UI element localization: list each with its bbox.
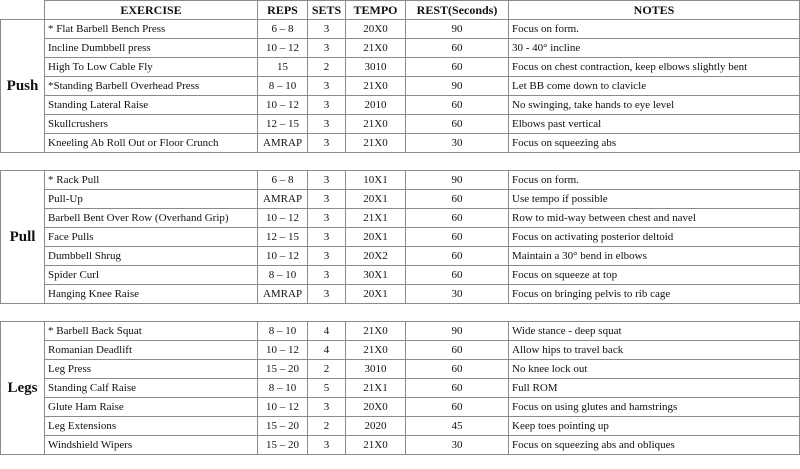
- table-row: [1, 285, 800, 304]
- table-body: [1, 20, 800, 455]
- rest-cell: 60: [406, 379, 509, 398]
- sets-cell: 3: [308, 20, 346, 39]
- rest-cell: 90: [406, 77, 509, 96]
- exercise-cell: Spider Curl: [45, 266, 258, 285]
- exercise-cell: Romanian Deadlift: [45, 341, 258, 360]
- table-row: [1, 115, 800, 134]
- tempo-cell: 20X1: [346, 190, 406, 209]
- rest-cell: 60: [406, 266, 509, 285]
- rest-cell: 30: [406, 436, 509, 455]
- table-row: [1, 228, 800, 247]
- exercise-cell: Kneeling Ab Roll Out or Floor Crunch: [45, 134, 258, 153]
- notes-cell: Focus on squeeze at top: [509, 266, 800, 285]
- table-row: [1, 209, 800, 228]
- notes-cell: Allow hips to travel back: [509, 341, 800, 360]
- group-label-legs: Legs: [1, 322, 45, 455]
- group-label-pull: Pull: [1, 171, 45, 304]
- table-row: [1, 379, 800, 398]
- exercise-cell: High To Low Cable Fly: [45, 58, 258, 77]
- rest-cell: 90: [406, 20, 509, 39]
- rest-cell: 60: [406, 341, 509, 360]
- rest-cell: 45: [406, 417, 509, 436]
- tempo-cell: 30X1: [346, 266, 406, 285]
- sets-cell: 3: [308, 209, 346, 228]
- sets-cell: 3: [308, 247, 346, 266]
- rest-cell: 60: [406, 209, 509, 228]
- exercise-cell: Face Pulls: [45, 228, 258, 247]
- sets-cell: 2: [308, 417, 346, 436]
- sets-cell: 3: [308, 228, 346, 247]
- rest-cell: 30: [406, 285, 509, 304]
- tempo-cell: 20X1: [346, 228, 406, 247]
- notes-cell: Use tempo if possible: [509, 190, 800, 209]
- notes-cell: 30 - 40° incline: [509, 39, 800, 58]
- reps-cell: AMRAP: [258, 285, 308, 304]
- table-row: [1, 20, 800, 39]
- reps-cell: AMRAP: [258, 134, 308, 153]
- sets-cell: 2: [308, 58, 346, 77]
- tempo-cell: 10X1: [346, 171, 406, 190]
- group-spacer: [1, 304, 800, 322]
- sets-cell: 4: [308, 322, 346, 341]
- sets-cell: 3: [308, 190, 346, 209]
- header-notes: NOTES: [509, 1, 800, 20]
- reps-cell: 8 – 10: [258, 322, 308, 341]
- spacer-cell: [1, 304, 800, 322]
- reps-cell: 10 – 12: [258, 398, 308, 417]
- rest-cell: 60: [406, 360, 509, 379]
- reps-cell: 10 – 12: [258, 247, 308, 266]
- rest-cell: 90: [406, 171, 509, 190]
- sets-cell: 3: [308, 96, 346, 115]
- table-row: [1, 39, 800, 58]
- notes-cell: Focus on form.: [509, 20, 800, 39]
- reps-cell: 6 – 8: [258, 171, 308, 190]
- table-row: [1, 171, 800, 190]
- tempo-cell: 21X0: [346, 115, 406, 134]
- notes-cell: Row to mid-way between chest and navel: [509, 209, 800, 228]
- sets-cell: 3: [308, 77, 346, 96]
- tempo-cell: 21X1: [346, 209, 406, 228]
- notes-cell: Full ROM: [509, 379, 800, 398]
- rest-cell: 60: [406, 96, 509, 115]
- reps-cell: 15 – 20: [258, 436, 308, 455]
- sets-cell: 4: [308, 341, 346, 360]
- spacer-cell: [1, 153, 800, 171]
- exercise-cell: * Flat Barbell Bench Press: [45, 20, 258, 39]
- table-row: [1, 96, 800, 115]
- tempo-cell: 20X0: [346, 20, 406, 39]
- rest-cell: 60: [406, 58, 509, 77]
- sets-cell: 3: [308, 115, 346, 134]
- tempo-cell: 21X0: [346, 77, 406, 96]
- table-row: [1, 398, 800, 417]
- notes-cell: No swinging, take hands to eye level: [509, 96, 800, 115]
- notes-cell: Focus on activating posterior deltoid: [509, 228, 800, 247]
- rest-cell: 90: [406, 322, 509, 341]
- notes-cell: Focus on squeezing abs: [509, 134, 800, 153]
- reps-cell: AMRAP: [258, 190, 308, 209]
- sets-cell: 5: [308, 379, 346, 398]
- exercise-cell: Standing Lateral Raise: [45, 96, 258, 115]
- tempo-cell: 21X0: [346, 322, 406, 341]
- reps-cell: 15 – 20: [258, 360, 308, 379]
- sets-cell: 3: [308, 398, 346, 417]
- tempo-cell: 21X1: [346, 379, 406, 398]
- rest-cell: 60: [406, 190, 509, 209]
- tempo-cell: 21X0: [346, 436, 406, 455]
- notes-cell: Let BB come down to clavicle: [509, 77, 800, 96]
- notes-cell: Keep toes pointing up: [509, 417, 800, 436]
- exercise-cell: * Barbell Back Squat: [45, 322, 258, 341]
- table-row: [1, 77, 800, 96]
- exercise-cell: Dumbbell Shrug: [45, 247, 258, 266]
- sets-cell: 3: [308, 134, 346, 153]
- exercise-cell: Leg Extensions: [45, 417, 258, 436]
- reps-cell: 10 – 12: [258, 341, 308, 360]
- tempo-cell: 20X0: [346, 398, 406, 417]
- sets-cell: 3: [308, 436, 346, 455]
- table-row: [1, 436, 800, 455]
- exercise-cell: Standing Calf Raise: [45, 379, 258, 398]
- table-row: [1, 134, 800, 153]
- notes-cell: Focus on squeezing abs and obliques: [509, 436, 800, 455]
- table-row: [1, 417, 800, 436]
- sets-cell: 3: [308, 266, 346, 285]
- group-spacer: [1, 153, 800, 171]
- rest-cell: 30: [406, 134, 509, 153]
- reps-cell: 8 – 10: [258, 77, 308, 96]
- exercise-cell: Glute Ham Raise: [45, 398, 258, 417]
- exercise-cell: Windshield Wipers: [45, 436, 258, 455]
- reps-cell: 10 – 12: [258, 209, 308, 228]
- sets-cell: 3: [308, 171, 346, 190]
- tempo-cell: 21X0: [346, 134, 406, 153]
- notes-cell: Focus on bringing pelvis to rib cage: [509, 285, 800, 304]
- tempo-cell: 20X1: [346, 285, 406, 304]
- reps-cell: 8 – 10: [258, 266, 308, 285]
- tempo-cell: 2010: [346, 96, 406, 115]
- exercise-cell: Skullcrushers: [45, 115, 258, 134]
- header-reps: REPS: [258, 1, 308, 20]
- header-sets: SETS: [308, 1, 346, 20]
- reps-cell: 10 – 12: [258, 39, 308, 58]
- notes-cell: Maintain a 30° bend in elbows: [509, 247, 800, 266]
- exercise-cell: Incline Dumbbell press: [45, 39, 258, 58]
- exercise-cell: Barbell Bent Over Row (Overhand Grip): [45, 209, 258, 228]
- tempo-cell: 3010: [346, 360, 406, 379]
- header-exercise: EXERCISE: [45, 1, 258, 20]
- tempo-cell: 2020: [346, 417, 406, 436]
- exercise-cell: *Standing Barbell Overhead Press: [45, 77, 258, 96]
- notes-cell: Focus on chest contraction, keep elbows slightly bent: [509, 58, 800, 77]
- reps-cell: 10 – 12: [258, 96, 308, 115]
- header-row: [1, 1, 800, 20]
- reps-cell: 6 – 8: [258, 20, 308, 39]
- sets-cell: 2: [308, 360, 346, 379]
- reps-cell: 15 – 20: [258, 417, 308, 436]
- exercise-cell: Hanging Knee Raise: [45, 285, 258, 304]
- reps-cell: 12 – 15: [258, 115, 308, 134]
- notes-cell: No knee lock out: [509, 360, 800, 379]
- rest-cell: 60: [406, 398, 509, 417]
- table-row: [1, 190, 800, 209]
- rest-cell: 60: [406, 115, 509, 134]
- rest-cell: 60: [406, 247, 509, 266]
- reps-cell: 15: [258, 58, 308, 77]
- header-rest: REST(Seconds): [406, 1, 509, 20]
- exercise-cell: Leg Press: [45, 360, 258, 379]
- reps-cell: 12 – 15: [258, 228, 308, 247]
- sets-cell: 3: [308, 39, 346, 58]
- table-row: [1, 58, 800, 77]
- sets-cell: 3: [308, 285, 346, 304]
- tempo-cell: 3010: [346, 58, 406, 77]
- table-row: [1, 360, 800, 379]
- tempo-cell: 20X2: [346, 247, 406, 266]
- header-blank: [1, 1, 45, 20]
- reps-cell: 8 – 10: [258, 379, 308, 398]
- exercise-cell: Pull-Up: [45, 190, 258, 209]
- rest-cell: 60: [406, 39, 509, 58]
- notes-cell: Focus on form.: [509, 171, 800, 190]
- table-row: [1, 322, 800, 341]
- tempo-cell: 21X0: [346, 39, 406, 58]
- table-row: [1, 247, 800, 266]
- notes-cell: Elbows past vertical: [509, 115, 800, 134]
- group-label-push: Push: [1, 20, 45, 153]
- exercise-cell: * Rack Pull: [45, 171, 258, 190]
- table-row: [1, 341, 800, 360]
- table-row: [1, 266, 800, 285]
- rest-cell: 60: [406, 228, 509, 247]
- header-tempo: TEMPO: [346, 1, 406, 20]
- tempo-cell: 21X0: [346, 341, 406, 360]
- notes-cell: Wide stance - deep squat: [509, 322, 800, 341]
- notes-cell: Focus on using glutes and hamstrings: [509, 398, 800, 417]
